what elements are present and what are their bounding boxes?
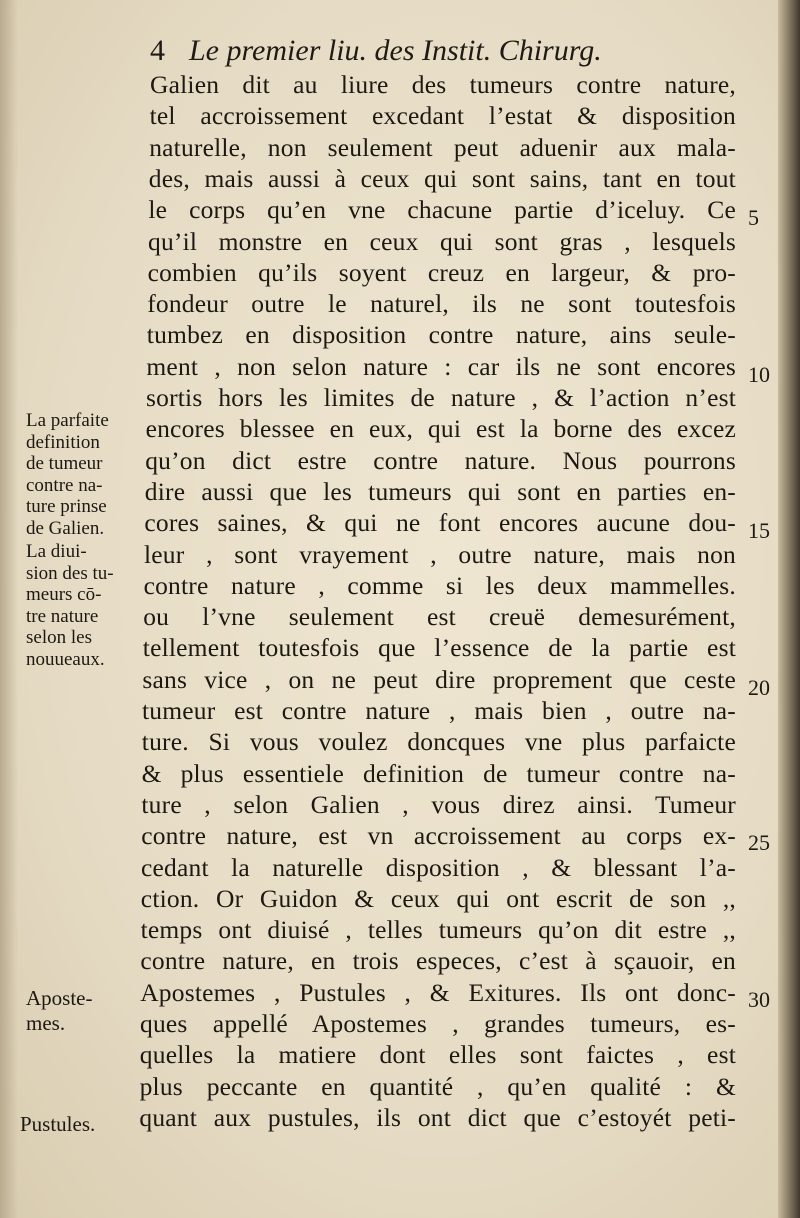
text-line: tumeur est contre nature , mais bien , outre na- <box>142 696 736 725</box>
text-line: fondeur outre le naturel, ils ne sont toutesfois <box>147 289 736 319</box>
text-line: dire aussi que les tumeurs qui sont en parties en- <box>144 476 736 506</box>
page-number: 4 <box>150 34 165 67</box>
text-line: le corps qu’en vne chacune partie d’iceluy. Ce <box>148 195 736 225</box>
text-line: qu’il monstre en ceux qui sont gras , lesquels <box>148 226 736 256</box>
text-line: tellement toutesfois que l’essence de la partie est <box>142 633 736 663</box>
text-line: ques appellé Apostemes , grandes tumeurs, es- <box>140 1009 736 1038</box>
text-line: ction. Or Guidon & ceux qui ont escrit de son ,, <box>140 883 736 913</box>
text-line: tumbez en disposition contre nature, ains seule- <box>146 320 736 350</box>
text-line: tel accroissement excedant l’estat & disposition <box>149 101 736 131</box>
text-line: des, mais aussi à ceux qui sont sains, tant en tout <box>148 163 736 193</box>
text-line: sortis hors les limites de nature , & l’action n’est <box>146 383 736 412</box>
text-line: & plus essentiele definition de tumeur contre na- <box>141 758 736 788</box>
text-line: cedant la naturelle disposition , & blessant l’a- <box>141 852 736 882</box>
text-line: plus peccante en quantité , qu’en qualité : & <box>139 1071 736 1101</box>
line-number: 25 <box>748 830 770 855</box>
text-line: ture. Si vous voulez doncques vne plus parfaicte <box>141 727 736 757</box>
margin-note-pustules: Pustules. <box>20 1112 96 1136</box>
text-line: Galien dit au liure des tumeurs contre nature, <box>150 70 736 99</box>
line-number: 20 <box>748 675 770 700</box>
text-line: contre nature, en trois especes, c’est à sçauoir, en <box>140 946 736 976</box>
line-number: 10 <box>748 362 770 387</box>
text-line: sans vice , on ne peut dire proprement que ceste <box>142 664 736 694</box>
text-line: encores blessee en eux, qui est la borne des excez <box>145 414 736 444</box>
text-line: naturelle, non seulement peut aduenir aux mala- <box>149 132 736 162</box>
text-line: cores saines, & qui ne font encores aucune dou- <box>144 508 736 538</box>
book-gutter <box>778 0 800 1218</box>
text-line: quelles la matiere dont elles sont faictes , est <box>139 1040 736 1070</box>
text-line: leur , sont vrayement , outre nature, mais non <box>144 539 736 569</box>
text-line: qu’on dict estre contre nature. Nous pourrons <box>145 445 736 475</box>
line-number: 5 <box>748 205 759 230</box>
margin-note-definition: La parfaite definition de tumeur contre na- ture prinse de Galien. <box>26 410 109 539</box>
margin-note-division: La diui- sion des tu- meurs cō- tre nature selon les nouueaux. <box>26 541 114 670</box>
text-line: quant aux pustules, ils ont dict que c’estoyét peti- <box>139 1102 736 1132</box>
line-number: 15 <box>748 518 770 543</box>
text-line: ture , selon Galien , vous direz ainsi. Tumeur <box>141 789 736 819</box>
margin-note-apostemes: Aposte- mes. <box>26 986 93 1035</box>
text-line: contre nature, est vn accroissement au corps ex- <box>141 821 736 851</box>
text-line: ou l’vne seulement est creuë demesurément, <box>143 602 736 632</box>
text-line: Apostemes , Pustules , & Exitures. Ils ont donc- <box>140 977 736 1007</box>
line-number: 30 <box>748 987 770 1012</box>
text-line: contre nature , comme si les deux mammelles. <box>143 570 736 600</box>
page-edge-shadow <box>0 0 18 1218</box>
running-header <box>150 34 670 74</box>
text-line: temps ont diuisé , telles tumeurs qu’on dit estre ,, <box>140 915 736 945</box>
running-title: Le premier liu. des Instit. Chirurg. <box>189 34 602 67</box>
text-line: combien qu’ils soyent creuz en largeur, & pro- <box>147 257 736 287</box>
text-line: ment , non selon nature : car ils ne sont encores <box>146 351 736 381</box>
